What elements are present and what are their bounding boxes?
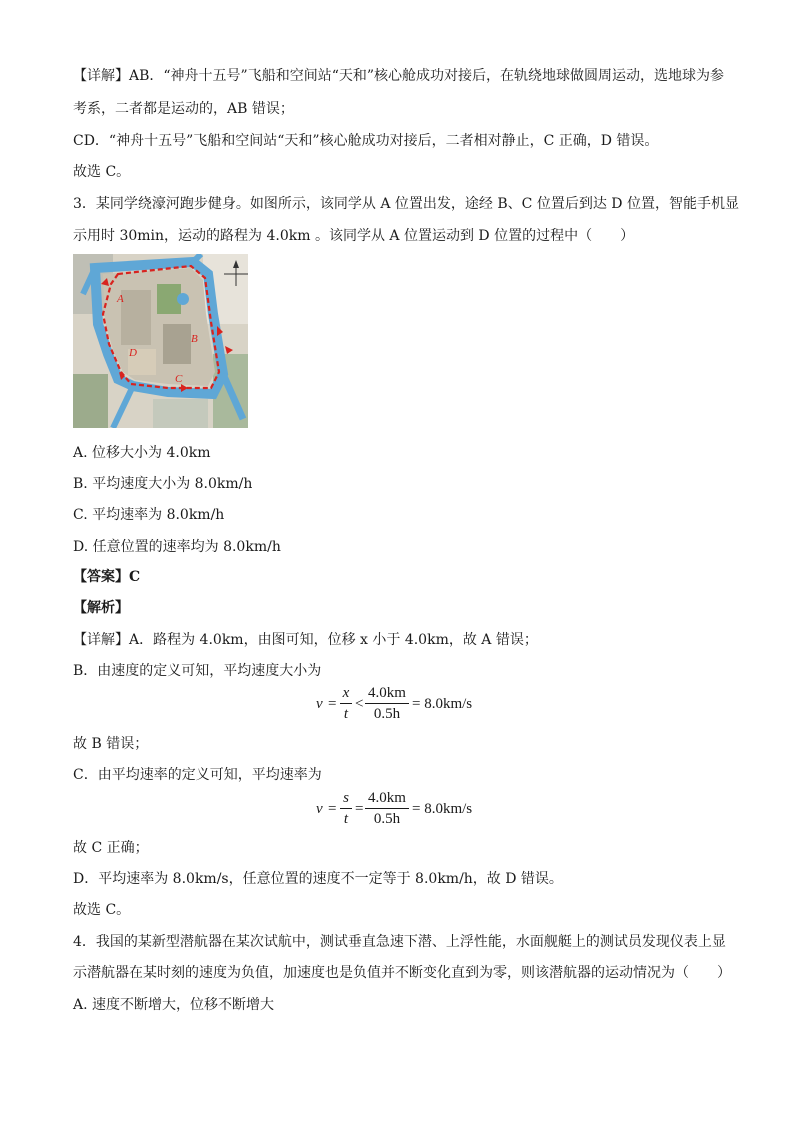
eq1-result: = 8.0km/s (412, 696, 473, 712)
detail-ab-line1: 【详解】AB．“神舟十五号”飞船和空间站“天和”核心舱成功对接后，在轨绕地球做圆周运动，选地球为参 (73, 68, 725, 84)
eq1-lhs: v (316, 696, 323, 712)
eq1-frac1-num: x (342, 685, 350, 701)
detail-cd-line: CD．“神舟十五号”飞船和空间站“天和”核心舱成功对接后，二者相对静止，C 正确，D 错误。 (73, 133, 659, 149)
map-label-b: B (191, 333, 198, 345)
eq1-frac1-den: t (343, 706, 349, 722)
eq2-lhs: v (316, 801, 323, 817)
choice-summary: 故选 C。 (73, 164, 131, 180)
eq2-frac2-num: 4.0km (368, 790, 406, 806)
detail-c-line: C．由平均速率的定义可知，平均速率为 (73, 767, 322, 783)
map-label-c: C (175, 373, 183, 385)
eq1-fraction1 (340, 684, 352, 723)
equation-average-velocity (0, 684, 794, 728)
eq1-frac2-den: 0.5h (373, 706, 401, 722)
eq2-equals2: = (355, 801, 364, 817)
choice-summary-q3: 故选 C。 (73, 902, 131, 918)
equation-average-speed (0, 789, 794, 833)
map-label-a: A (117, 293, 124, 305)
eq2-frac1-num: s (343, 790, 349, 806)
eq1-relation: < (355, 696, 364, 712)
option-b: B. 平均速度大小为 8.0km/h (73, 476, 253, 492)
question4-option-a: A. 速度不断增大，位移不断增大 (73, 997, 275, 1013)
eq2-frac2-den: 0.5h (373, 811, 401, 827)
eq1-frac2-num: 4.0km (368, 685, 406, 701)
question3-stem-line2: 示用时 30min，运动的路程为 4.0km 。该同学从 A 位置运动到 D 位置的过程中（ ） (73, 228, 635, 244)
eq2-frac1-den: t (343, 811, 349, 827)
detail-b-conclusion: 故 B 错误； (73, 736, 149, 752)
detail-a-line: 【详解】A．路程为 4.0km，由图可知，位移 x 小于 4.0km，故 A 错误； (73, 632, 538, 648)
question3-stem-line1: 3．某同学绕濠河跑步健身。如图所示，该同学从 A 位置出发，途经 B、C 位置后到达 D 位置，智能手机显 (73, 196, 739, 212)
route-map-image (73, 254, 248, 428)
answer-label: 【答案】C (73, 569, 141, 585)
detail-ab-line2: 考系，二者都是运动的，AB 错误； (73, 101, 294, 117)
eq2-fraction1 (340, 789, 352, 828)
question4-stem-line1: 4．我国的某新型潜航器在某次试航中，测试垂直急速下潜、上浮性能，水面舰艇上的测试员发现仪表上显 (73, 934, 726, 950)
eq2-result: = 8.0km/s (412, 801, 473, 817)
eq2-fraction2 (365, 789, 409, 828)
option-d: D. 任意位置的速率均为 8.0km/h (73, 539, 281, 555)
detail-d-line: D．平均速率为 8.0km/s，任意位置的速度不一定等于 8.0km/h，故 D 错误。 (73, 871, 563, 887)
option-a: A. 位移大小为 4.0km (73, 445, 211, 461)
map-label-d: D (129, 347, 137, 359)
question4-stem-line2: 示潜航器在某时刻的速度为负值，加速度也是负值并不断变化直到为零，则该潜航器的运动情况为（ ） (73, 965, 731, 981)
analysis-label: 【解析】 (73, 600, 129, 616)
detail-c-conclusion: 故 C 正确； (73, 840, 149, 856)
eq1-fraction2 (365, 684, 409, 723)
eq2-equals: = (328, 801, 337, 817)
option-c: C. 平均速率为 8.0km/h (73, 507, 225, 523)
eq1-equals: = (328, 696, 337, 712)
detail-b-line: B．由速度的定义可知，平均速度大小为 (73, 663, 322, 679)
